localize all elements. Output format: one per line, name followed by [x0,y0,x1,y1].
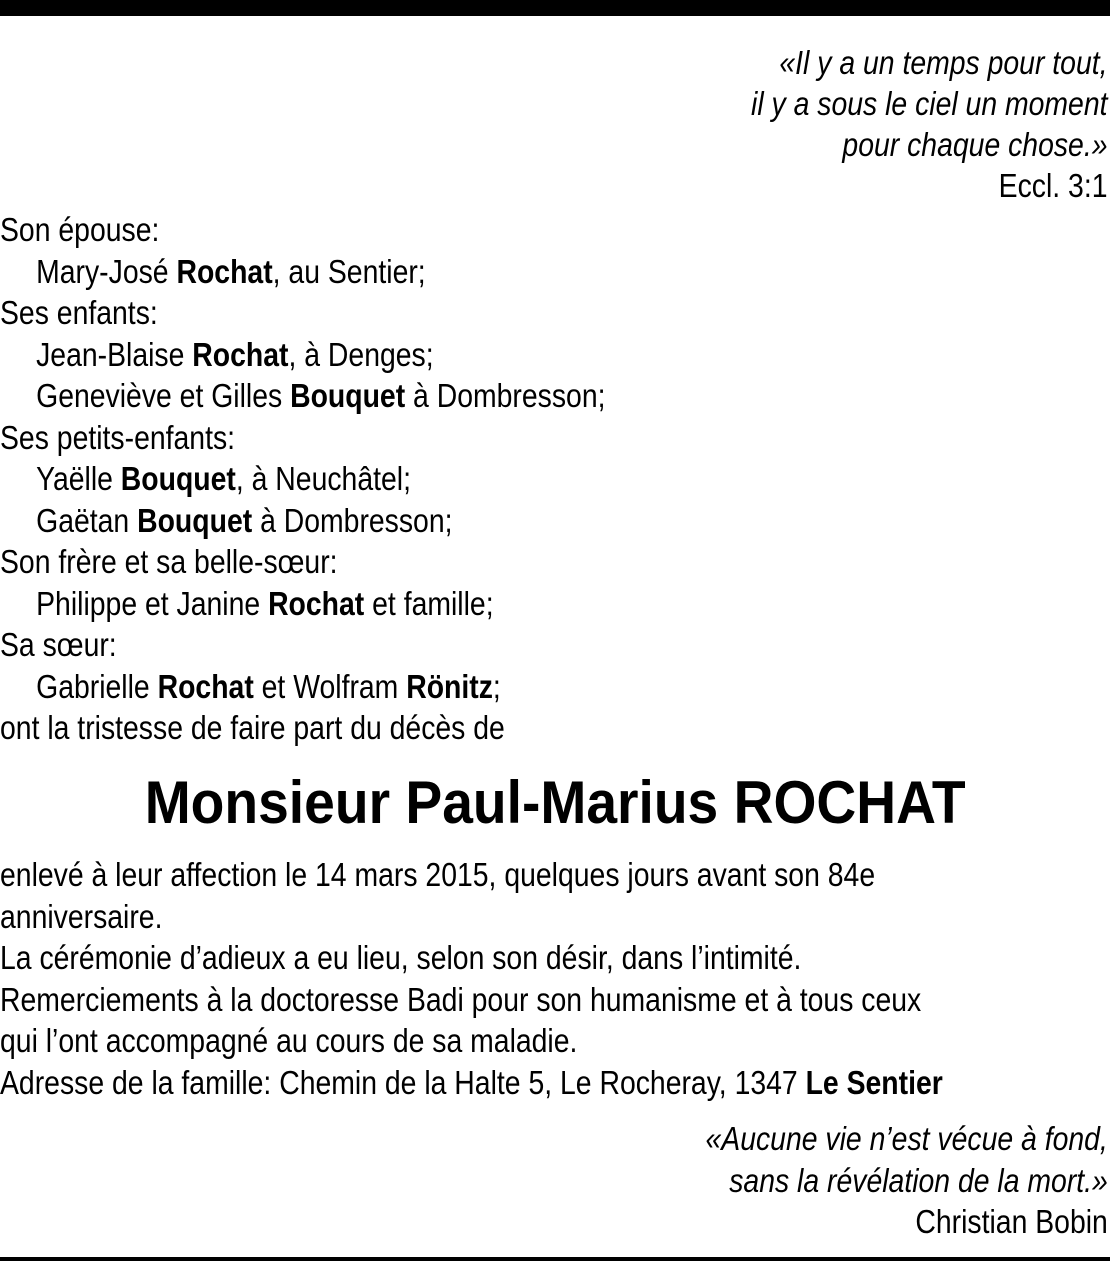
epigraph-line: «Il y a un temps pour tout, [779,44,1108,81]
family-member-grandchild: Gaëtan Bouquet à Dombresson; [36,501,453,539]
family-member-grandchild: Yaëlle Bouquet, à Neuchâtel; [36,460,411,497]
brother-heading: Son frère et sa belle-sœur: [0,543,338,580]
family-member-child: Geneviève et Gilles Bouquet à Dombresson; [36,377,606,414]
bottom-rule [0,1257,1110,1261]
closing-quote [706,1118,1108,1243]
family-address: Adresse de la famille: Chemin de la Halte 5, Le Rocheray, 1347 Le Sentier [0,1063,943,1101]
body-line: anniversaire. [0,897,163,935]
spouse-heading: Son épouse: [0,211,160,248]
announcement-text: ont la tristesse de faire part du décès de [0,709,505,746]
family-member-sister: Gabrielle Rochat et Wolfram Rönitz; [36,667,501,705]
closing-quote-line: «Aucune vie n’est vécue à fond, [705,1120,1108,1157]
closing-quote-line: sans la révélation de la mort.» [729,1161,1108,1199]
deceased-name: Monsieur Paul-Marius ROCHAT [144,769,966,836]
epigraph-source: Eccl. 3:1 [999,167,1108,204]
epigraph [752,42,1108,206]
body-line: enlevé à leur affection le 14 mars 2015, quelques jours avant son 84e [0,856,876,893]
family-member-brother: Philippe et Janine Rochat et famille; [36,584,494,622]
body-line: qui l’ont accompagné au cours de sa maladie. [0,1022,578,1059]
body-line: La cérémonie d’adieux a eu lieu, selon son désir, dans l’intimité. [0,939,802,976]
children-heading: Ses enfants: [0,294,158,331]
sister-heading: Sa sœur: [0,626,117,663]
closing-quote-author: Christian Bobin [915,1203,1108,1240]
obituary-body [0,854,943,1103]
epigraph-line: pour chaque chose.» [842,126,1108,163]
top-rule [0,0,1110,16]
epigraph-line: il y a sous le ciel un moment [751,85,1108,122]
family-member-spouse: Mary-José Rochat, au Sentier; [36,252,426,290]
family-member-child: Jean-Blaise Rochat, à Denges; [36,335,434,373]
family-list [0,209,605,749]
grandchildren-heading: Ses petits-enfants: [0,418,236,456]
body-line: Remerciements à la doctoresse Badi pour son humanisme et à tous ceux [0,980,922,1018]
